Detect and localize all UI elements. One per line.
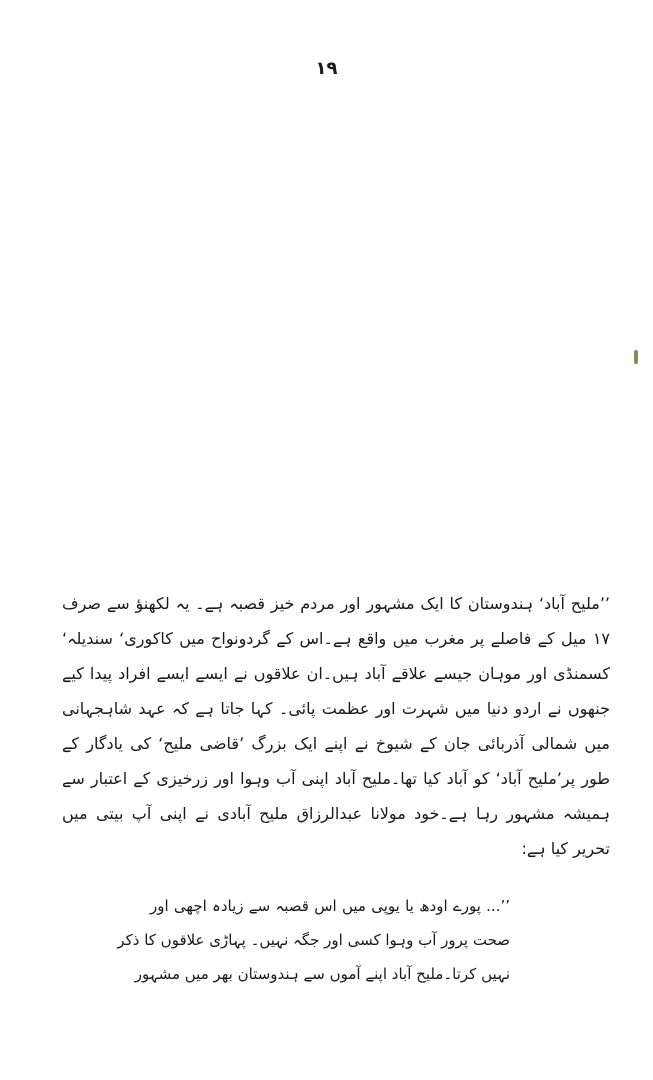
quote-line: ’’... پورے اودھ یا یوپی میں اس قصبہ سے زیادہ اچھی اور	[150, 897, 510, 915]
block-quote	[117, 889, 510, 991]
quote-line: نہیں کرتا۔ملیح آباد اپنے آموں سے ہندوستان بھر میں مشہور	[134, 965, 510, 983]
quote-line: صحت پرور آب وہوا کسی اور جگہ نہیں۔ پہاڑی علاقوں کا ذکر	[117, 931, 510, 949]
body-paragraph: ’’ملیح آباد‘ ہندوستان کا ایک مشہور اور مردم خیز قصبہ ہے۔ یہ لکھنؤ سے صرف ۱۷ میل کے فاصلے پر مغرب میں واقع ہے۔اس کے گردونواح میں کاکوری‘ سندیلہ‘ کسمنڈی اور موہان جیسے علاقے آباد ہیں۔ان علاقوں نے ایسے ایسے افراد پیدا کیے جنھوں نے اردو دنیا میں شہرت اور عظمت پائی۔ کہا جاتا ہے کہ عہد شاہجہانی میں شمالی آذربائی جان کے شیوخ نے اپنے ایک بزرگ ’قاضی ملیح‘ کی یادگار کے طور پر’ملیح آباد‘ کو آباد کیا تھا۔ملیح آباد اپنی آب وہوا اور زرخیزی کے اعتبار سے ہمیشہ مشہور رہا ہے۔خود مولانا عبدالرزاق ملیح آبادی نے اپنی آپ بیتی میں تحریر کیا ہے:	[62, 594, 610, 858]
scan-speck	[634, 350, 638, 364]
page-number: ۱۹	[315, 58, 338, 79]
